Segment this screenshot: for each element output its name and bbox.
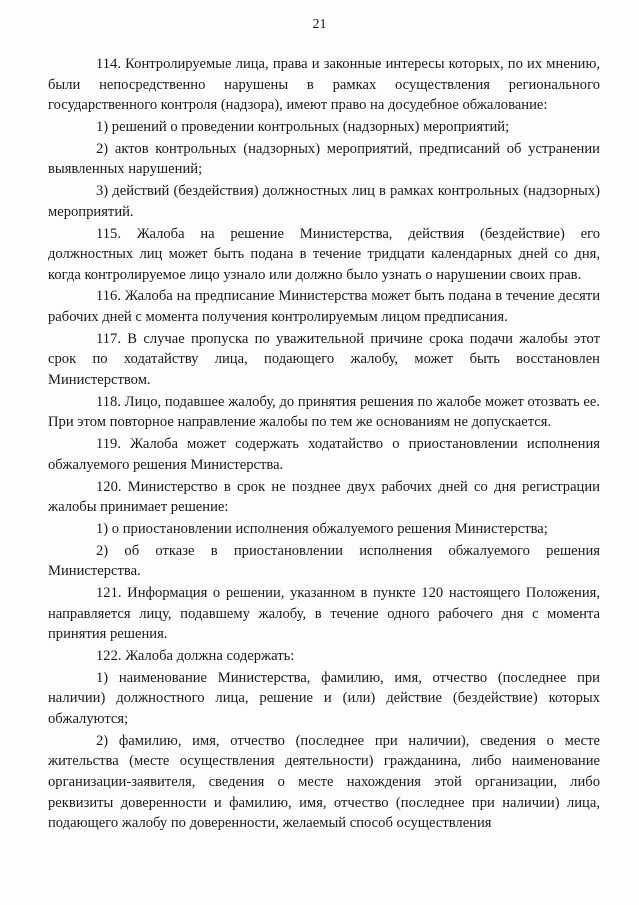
paragraph-120-item-1: 1) о приостановлении исполнения обжалуемого решения Министерства; xyxy=(96,520,548,537)
page-number: 21 xyxy=(312,17,327,32)
paragraph-114-item-1: 1) решений о проведении контрольных (надзорных) мероприятий; xyxy=(96,118,510,135)
paragraph-120: 120. Министерство в срок не позднее двух рабочих дней со дня регистрации жалобы принимает решение: xyxy=(48,478,600,516)
paragraph-115: 115. Жалоба на решение Министерства, действия (бездействие) его должностных лиц может быть подана в течение тридцати календарных дней со дня, когда контролируемое лицо узнало или должно было узнать о нарушении своих прав. xyxy=(48,225,600,283)
paragraph-119: 119. Жалоба может содержать ходатайство о приостановлении исполнения обжалуемого решения Министерства. xyxy=(48,436,600,473)
paragraph-122-item-1: 1) наименование Министерства, фамилию, имя, отчество (последнее при наличии) должностного лица, решение и (или) действие (бездействие) которых обжалуются; xyxy=(48,669,600,728)
paragraph-118: 118. Лицо, подавшее жалобу, до принятия решения по жалобе может отозвать ее. При этом повторное направление жалобы по тем же основаниям не допускается. xyxy=(48,393,600,431)
paragraph-117: 117. В случае пропуска по уважительной причине срока подачи жалобы этот срок по ходатайству лица, подающего жалобу, может быть восстановлен Министерством. xyxy=(48,330,600,389)
document-body xyxy=(48,54,600,835)
paragraph-114-item-3: 3) действий (бездействия) должностных лиц в рамках контрольных (надзорных) мероприятий. xyxy=(48,183,600,220)
paragraph-121: 121. Информация о решении, указанном в пункте 120 настоящего Положения, направляется лицу, подавшему жалобу, в течение одного рабочего дня с момента принятия решения. xyxy=(48,585,600,643)
paragraph-116: 116. Жалоба на предписание Министерства может быть подана в течение десяти рабочих дней с момента получения контролируемым лицом предписания. xyxy=(48,288,600,326)
paragraph-122: 122. Жалоба должна содержать: xyxy=(96,648,295,665)
paragraph-114-item-2: 2) актов контрольных (надзорных) мероприятий, предписаний об устранении выявленных нарушений; xyxy=(48,140,600,178)
paragraph-120-item-2: 2) об отказе в приостановлении исполнения обжалуемого решения Министерства. xyxy=(48,542,600,580)
paragraph-114: 114. Контролируемые лица, права и законные интересы которых, по их мнению, были непосредственно нарушены в рамках осуществления регионального государственного контроля (надзора), имеют право на досудебное обжалование: xyxy=(48,56,600,114)
paragraph-122-item-2: 2) фамилию, имя, отчество (последнее при наличии), сведения о месте жительства (месте осуществления деятельности) гражданина, либо наименование организации-заявителя, сведения о месте нахождения этой организации, либо реквизиты доверенности и фамилию, имя, отчество (последнее при наличии) лица, подающего жалобу по доверенности, желаемый способ осуществления xyxy=(48,732,600,832)
